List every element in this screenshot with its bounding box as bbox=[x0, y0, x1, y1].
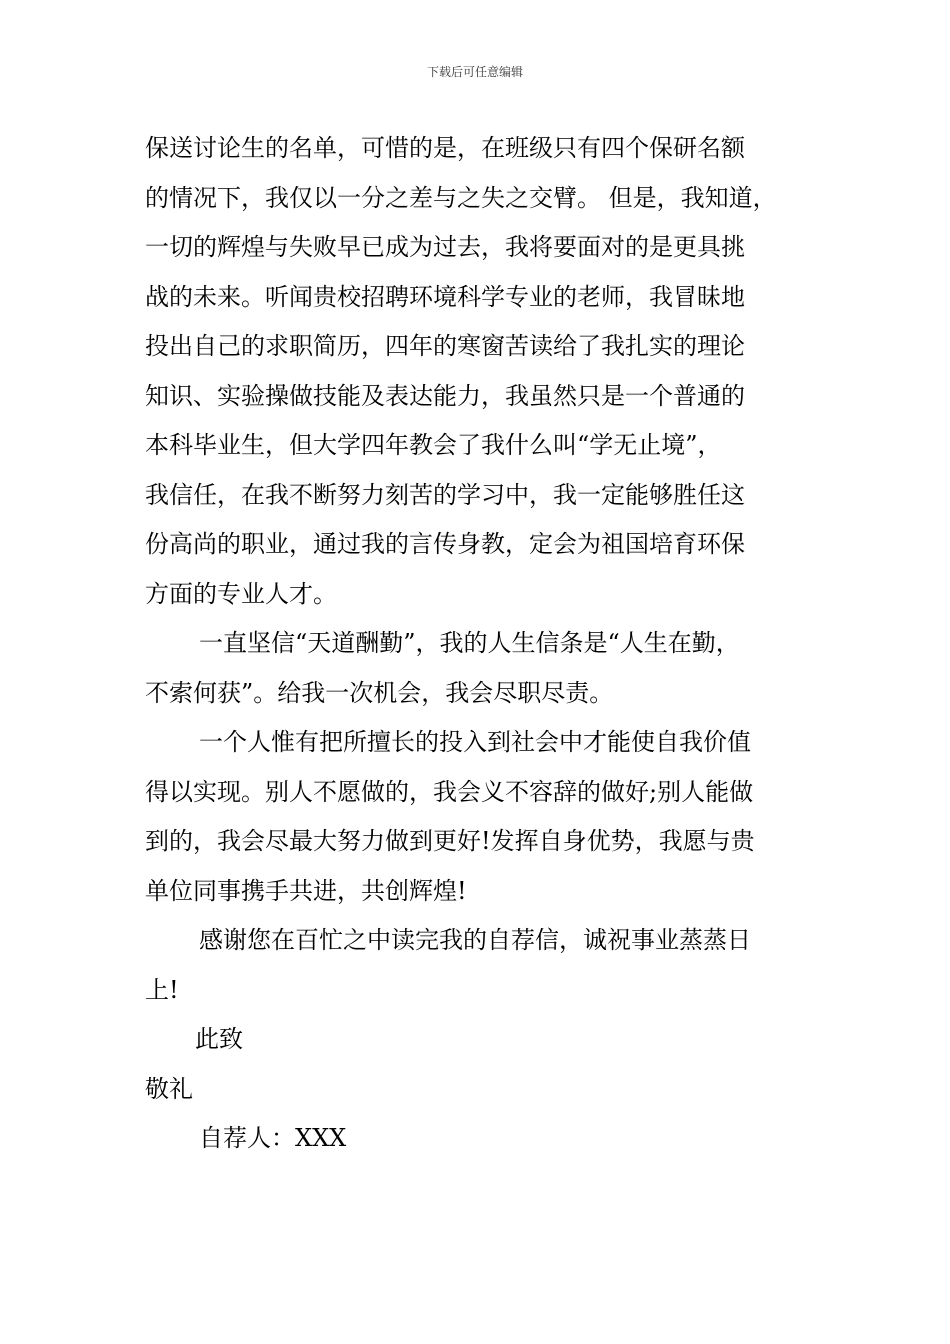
body-line: 一直坚信“天道酬勤”，我的人生信条是“人生在勤， bbox=[199, 629, 740, 657]
body-line: 到的，我会尽最大努力做到更好!发挥自身优势，我愿与贵 bbox=[145, 827, 755, 855]
closing-regards: 敬礼 bbox=[145, 1074, 193, 1103]
body-line: 保送讨论生的名单，可惜的是，在班级只有四个保研名额 bbox=[145, 134, 745, 162]
body-line: 战的未来。听闻贵校招聘环境科学专业的老师，我冒昧地 bbox=[145, 282, 745, 311]
body-line: 感谢您在百忙之中读完我的自荐信，诚祝事业蒸蒸日 bbox=[199, 926, 751, 954]
body-line: 一切的辉煌与失败早已成为过去，我将要面对的是更具挑 bbox=[145, 233, 745, 261]
body-line: 投出自己的求职简历，四年的寒窗苦读给了我扎实的理论 bbox=[145, 332, 745, 360]
body-line: 本科毕业生，但大学四年教会了我什么叫“学无止境”， bbox=[145, 431, 722, 459]
body-line: 份高尚的职业，通过我的言传身教，定会为祖国培育环保 bbox=[145, 530, 745, 558]
body-line: 得以实现。别人不愿做的，我会义不容辞的做好;别人能做 bbox=[145, 777, 754, 806]
body-line: 知识、实验操做技能及表达能力，我虽然只是一个普通的 bbox=[145, 381, 745, 410]
body-line: 上! bbox=[145, 975, 179, 1004]
body-line: 单位同事携手共进，共创辉煌! bbox=[145, 876, 467, 905]
page-header: 下载后可任意编辑 bbox=[426, 65, 523, 79]
body-line: 的情况下，我仅以一分之差与之失之交臂。 但是，我知道， bbox=[145, 183, 777, 212]
closing-salutation: 此致 bbox=[195, 1025, 243, 1053]
body-line: 不索何获”。给我一次机会，我会尽职尽责。 bbox=[145, 678, 614, 707]
body-line: 一个人惟有把所擅长的投入到社会中才能使自我价值 bbox=[199, 728, 751, 756]
letter-body bbox=[145, 124, 835, 1164]
body-line: 我信任，在我不断努力刻苦的学习中，我一定能够胜任这 bbox=[145, 480, 745, 509]
signature-line: 自荐人：XXX bbox=[199, 1124, 347, 1152]
body-line: 方面的专业人才。 bbox=[145, 579, 337, 608]
